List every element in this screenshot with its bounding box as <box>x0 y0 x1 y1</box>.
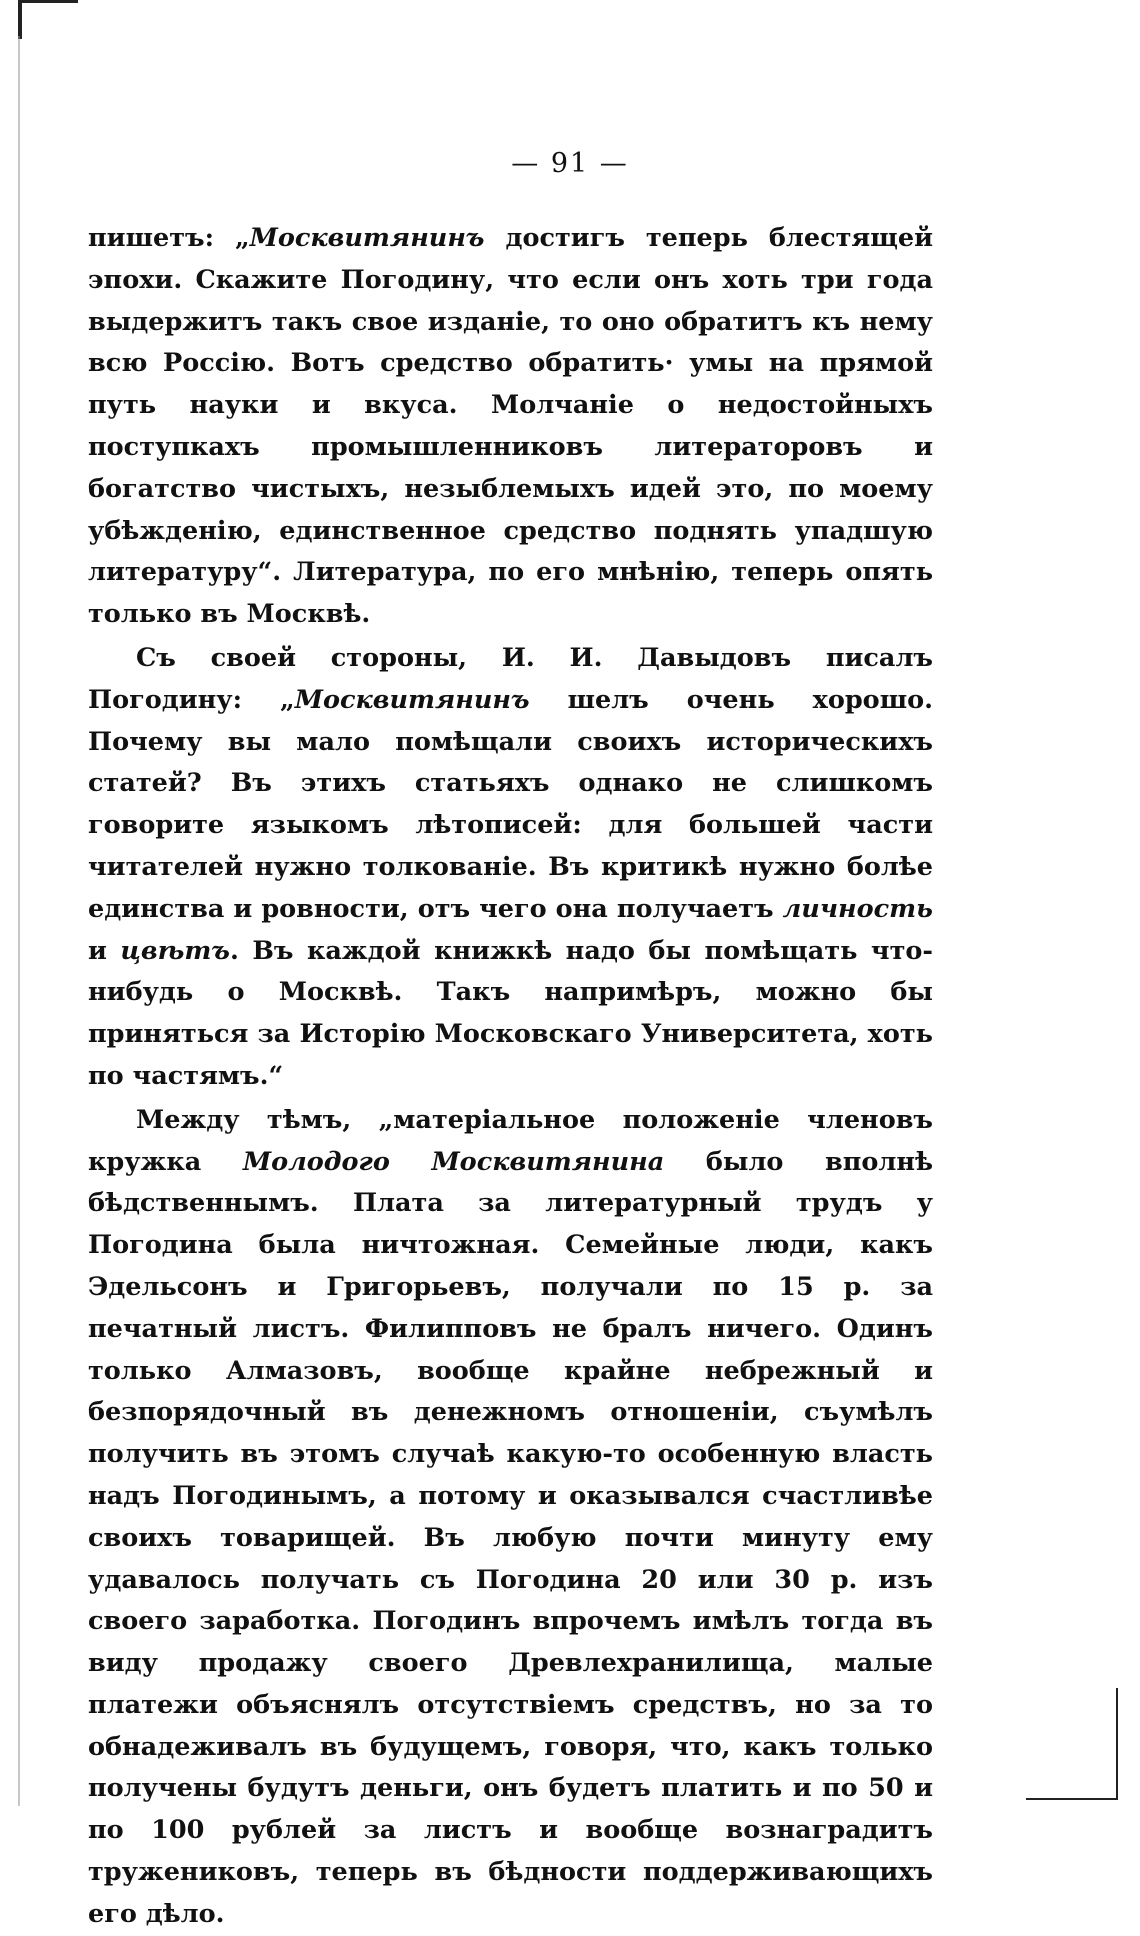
body-text <box>88 218 933 1936</box>
scan-edge-line-left <box>18 36 22 1806</box>
paragraph-text: было вполнѣ бѣдственнымъ. Плата за литературный трудъ у Погодина была ничтожная. Семейные люди, какъ Эдельсонъ и Григорьевъ, получали по 15 р. за печатный листъ. Филипповъ не бралъ ничего. Одинъ только Алмазовъ, вообще крайне небрежный и безпорядочный въ денежномъ отношеніи, съумѣлъ получить въ этомъ случаѣ какую-то особенную власть надъ Погодинымъ, а потому и оказывался счастливѣе своихъ товарищей. Въ любую почти минуту ему удавалось получать съ Погодина 20 или 30 р. изъ своего заработка. Погодинъ впрочемъ имѣлъ тогда въ виду продажу своего Древлехранилища, малые платежи объяснялъ отсутствіемъ средствъ, но за то обнадеживалъ въ будущемъ, говоря, что, какъ только получены будутъ деньги, онъ будетъ платить и по 50 и по 100 рублей за листъ и вообще вознаградитъ тружениковъ, теперь въ бѣдности поддерживающихъ его дѣло. <box>88 1146 933 1929</box>
scan-edge-mark-bottom-right <box>1026 1688 1118 1800</box>
paragraph-text: Съ своей стороны, И. И. Давыдовъ писалъ Погодину: „ <box>88 642 933 715</box>
page-number: — 91 — <box>511 148 629 179</box>
italic-title-text: цвѣтъ <box>120 935 230 966</box>
paragraph-p3 <box>88 1100 933 1936</box>
paragraph-text: и <box>88 935 121 966</box>
italic-title-text: Москвитянинъ <box>249 223 485 253</box>
paragraph-text: достигъ теперь блестящей эпохи. Скажите Погодину, что если онъ хоть три года выдержитъ такъ свое изданіе, то оно обратитъ къ нему всю Россію. Вотъ средство обратить· умы на прямой путь науки и вкуса. Молчаніе о недостойныхъ поступкахъ промышленниковъ литераторовъ и богатство чистыхъ, незыблемыхъ идей это, по моему убѣжденію, единственное средство поднять упадшую литературу“. Литература, по его мнѣнію, теперь опять только въ Москвѣ. <box>88 223 933 630</box>
paragraph-text: Между тѣмъ, „матеріальное положеніе членовъ кружка <box>88 1104 933 1177</box>
paragraph-text: пишетъ: „ <box>88 223 250 253</box>
paragraph-text: . Въ каждой книжкѣ надо бы помѣщать что-нибудь о Москвѣ. Такъ напримѣръ, можно бы приняться за Исторію Московскаго Университета, хоть по частямъ.“ <box>88 935 933 1091</box>
italic-title-text: личность <box>782 893 933 924</box>
paragraph-p1 <box>88 218 933 636</box>
paragraph-p2 <box>88 638 933 1098</box>
italic-title-text: Москвитянинъ <box>294 684 530 715</box>
paragraph-text: шелъ очень хорошо. Почему вы мало помѣщали своихъ историческихъ статей? Въ этихъ статьяхъ однако не слишкомъ говорите языкомъ лѣтописей: для большей части читателей нужно толкованіе. Въ критикѣ нужно болѣе единства и ровности, отъ чего она получаетъ <box>88 684 933 924</box>
italic-title-text: Молодого Москвитянина <box>242 1146 665 1177</box>
scan-edge-mark-top-left <box>18 0 78 39</box>
